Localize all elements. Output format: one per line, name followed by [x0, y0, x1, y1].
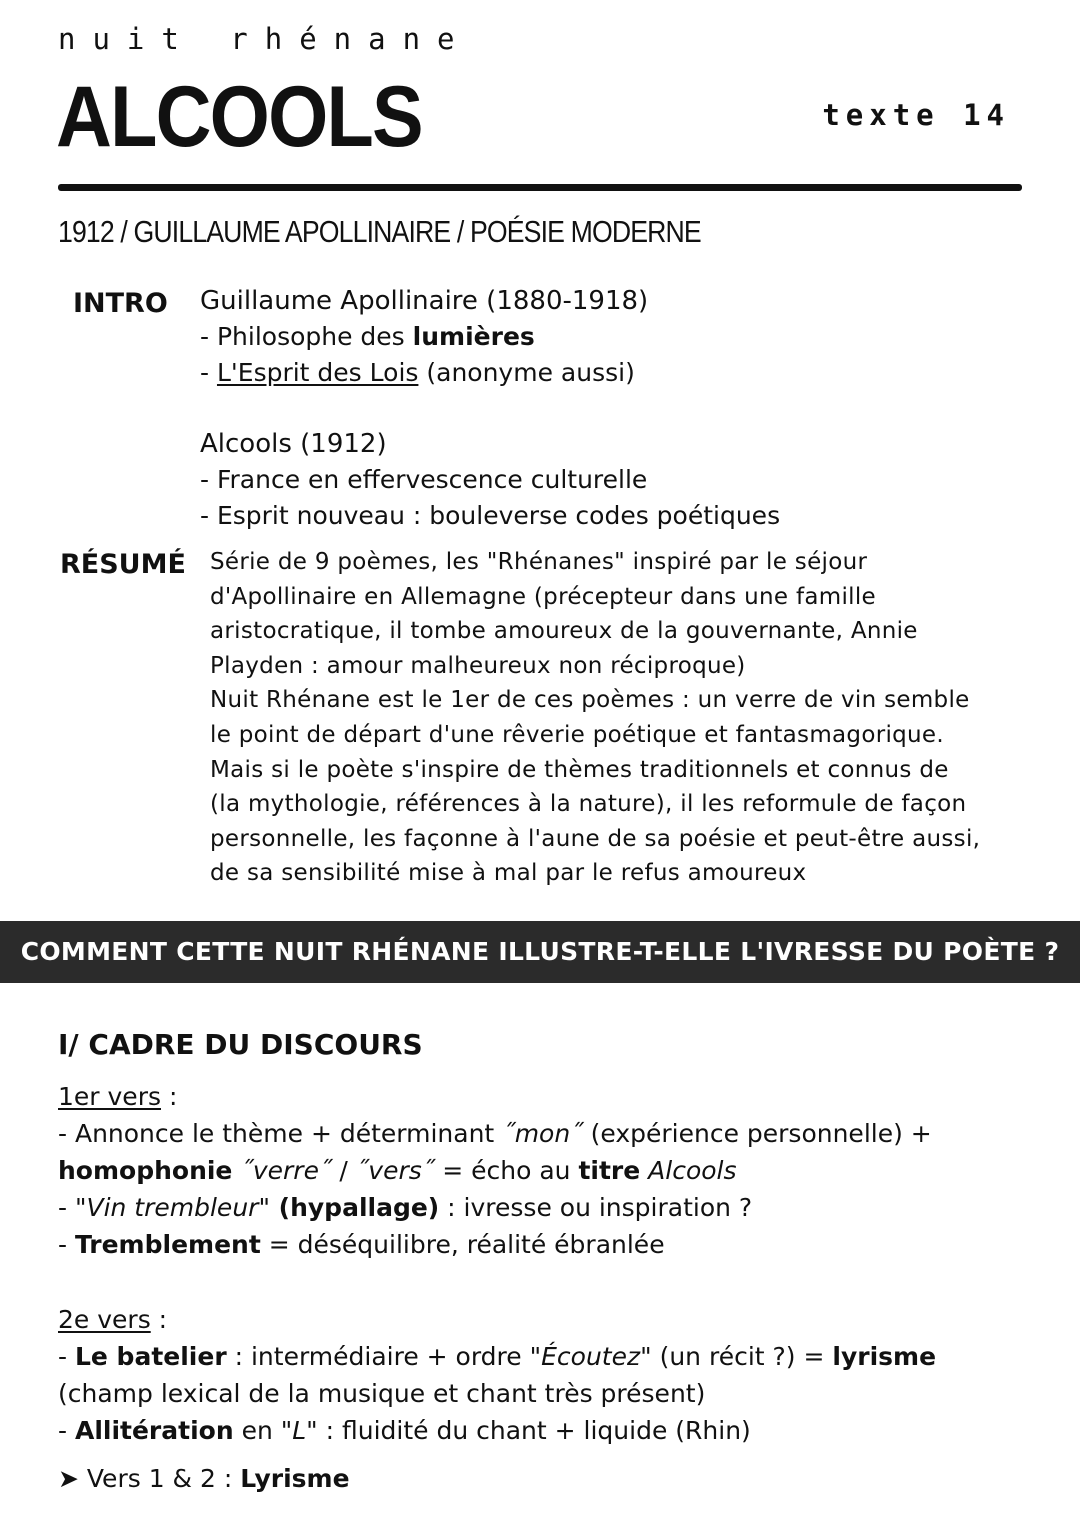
vers1-line-3: - "Vin trembleur" (hypallage) : ivresse ou inspiration ?: [58, 1193, 753, 1222]
resume-line: le point de départ d'une rêverie poétique et fantasmagorique.: [210, 721, 944, 748]
conclusion-line: ➤ Vers 1 & 2 : Lyrisme: [58, 1464, 350, 1493]
resume-line: Playden : amour malheureux non réciproque): [210, 652, 746, 679]
work-line-2: - Esprit nouveau : bouleverse codes poétiques: [200, 501, 781, 530]
author-heading: Guillaume Apollinaire (1880-1918): [200, 286, 649, 316]
resume-line: Série de 9 poèmes, les "Rhénanes" inspiré par le séjour: [210, 549, 868, 575]
section-heading: I/ CADRE DU DISCOURS: [58, 1028, 423, 1061]
author-line-2: - L'Esprit des Lois (anonyme aussi): [200, 358, 635, 387]
resume-line: de sa sensibilité mise à mal par le refus amoureux: [210, 860, 807, 887]
vers2-label: 2e vers :: [58, 1305, 168, 1334]
resume-line: (la mythologie, références à la nature), il les reformule de façon: [210, 791, 967, 818]
work-heading: Alcools (1912): [200, 429, 387, 459]
work-block: [200, 426, 780, 534]
header-divider: [58, 184, 1022, 191]
intro-label: INTRO: [73, 288, 168, 319]
meta-line: 1912 / GUILLAUME APOLLINAIRE / POÉSIE MODERNE: [58, 214, 701, 249]
work-line-1: - France en effervescence culturelle: [200, 465, 648, 494]
vers1-line-4: - Tremblement = déséquilibre, réalité ébranlée: [58, 1230, 665, 1259]
vers1-line-2: homophonie ˝verre˝ / ˝vers˝ = écho au titre Alcools: [58, 1156, 737, 1185]
vers2-block: [58, 1301, 936, 1449]
text-number: texte 14: [822, 98, 1010, 132]
problematique-banner: COMMENT CETTE NUIT RHÉNANE ILLUSTRE-T-ELLE L'IVRESSE DU POÈTE ?: [0, 921, 1080, 983]
subtitle: nuit rhénane: [58, 22, 472, 56]
page-title: ALCOOLS: [56, 69, 422, 165]
author-line-1: - Philosophe des lumières: [200, 322, 535, 351]
resume-line: Mais si le poète s'inspire de thèmes traditionnels et connus de: [210, 756, 949, 783]
work-link[interactable]: L'Esprit des Lois: [216, 358, 419, 387]
resume-text: [210, 545, 980, 891]
vers2-line-3: - Allitération en "L" : fluidité du chant + liquide (Rhin): [58, 1416, 751, 1445]
vers1-line-1: - Annonce le thème + déterminant ˝mon˝ (expérience personnelle) +: [58, 1119, 932, 1148]
vers2-line-1: - Le batelier : intermédiaire + ordre "Écoutez" (un récit ?) = lyrisme: [58, 1342, 937, 1371]
resume-line: d'Apollinaire en Allemagne (précepteur dans une famille: [210, 583, 876, 610]
vers2-line-2: (champ lexical de la musique et chant très présent): [58, 1379, 706, 1408]
arrow-icon: ➤: [58, 1464, 79, 1493]
intro-block: [200, 283, 648, 391]
vers1-block: [58, 1078, 932, 1263]
resume-line: Nuit Rhénane est le 1er de ces poèmes : un verre de vin semble: [210, 687, 970, 714]
resume-line: personnelle, les façonne à l'aune de sa poésie et peut-être aussi,: [210, 825, 981, 852]
resume-label: RÉSUMÉ: [60, 549, 186, 580]
vers1-label: 1er vers :: [58, 1082, 178, 1111]
resume-line: aristocratique, il tombe amoureux de la gouvernante, Annie: [210, 618, 918, 645]
